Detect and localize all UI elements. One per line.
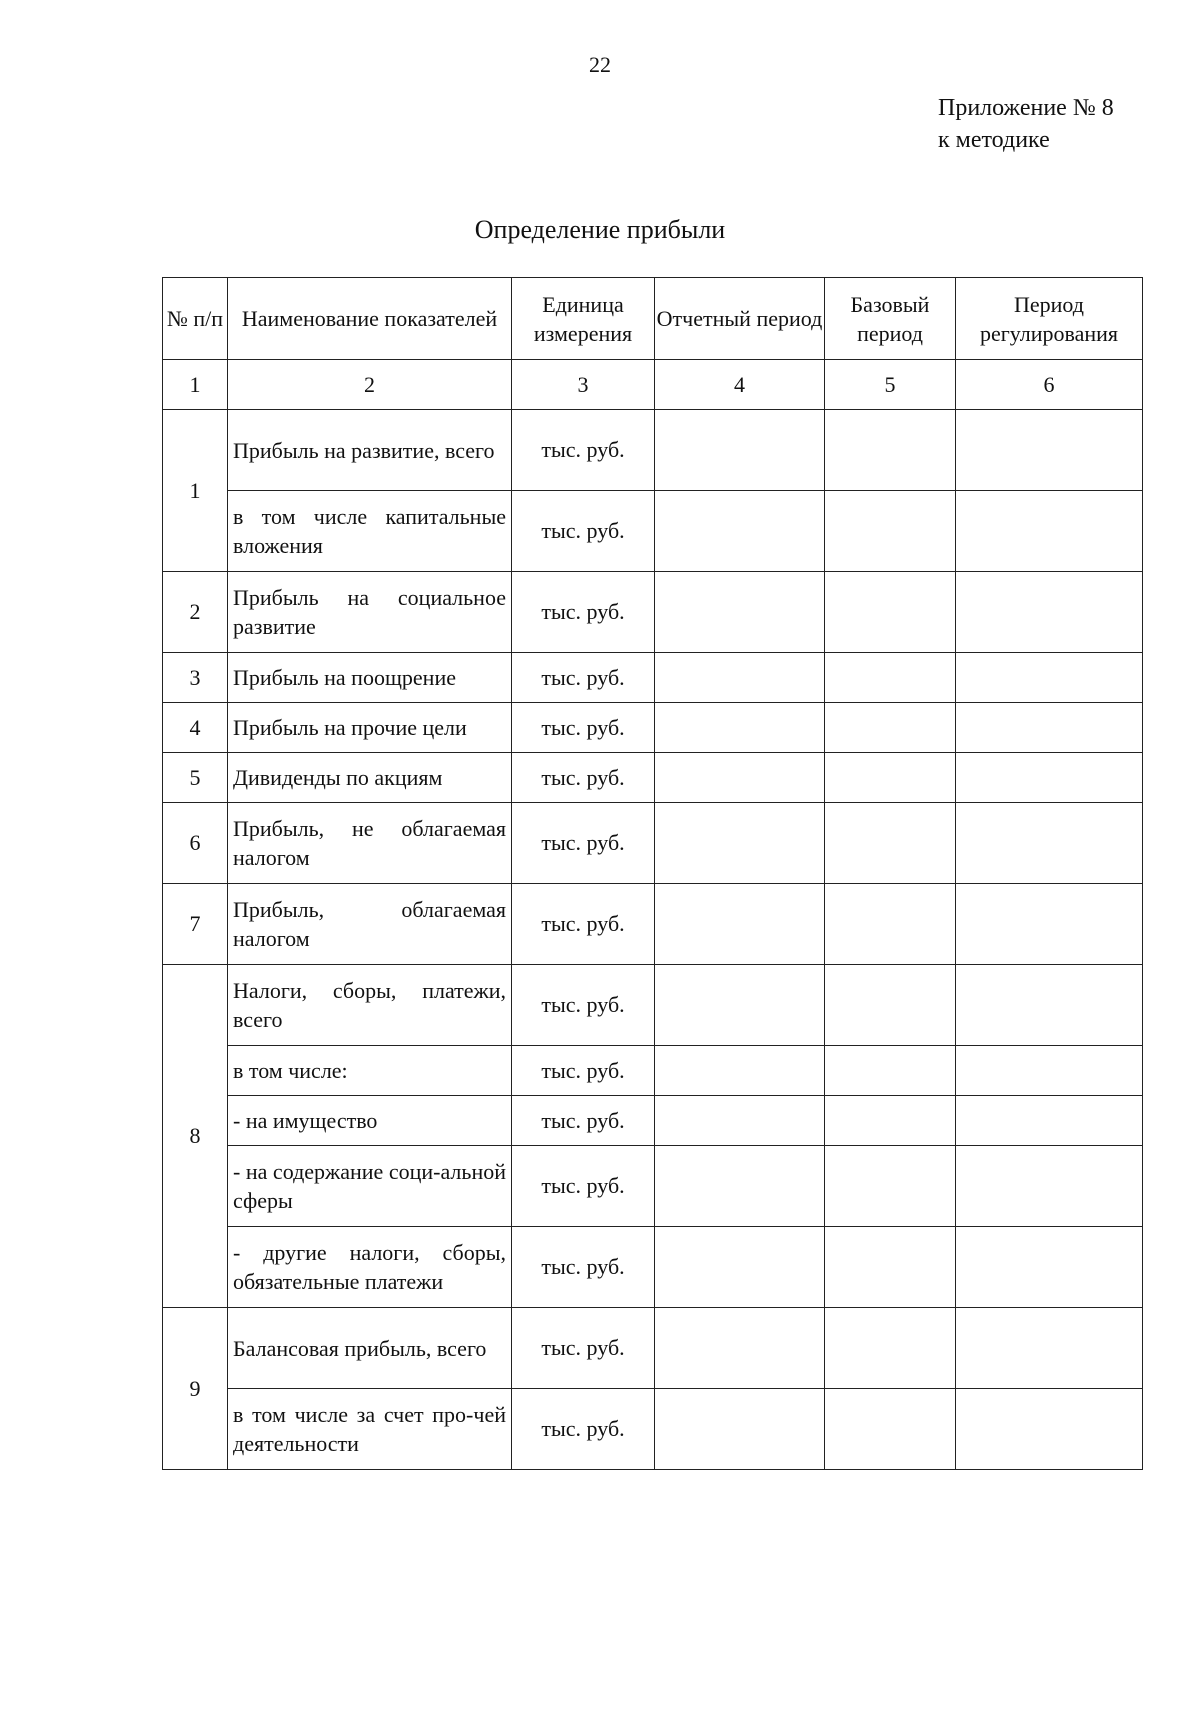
- regulation-period-cell: [956, 884, 1143, 965]
- column-number: 5: [825, 360, 956, 410]
- base-period-cell: [825, 491, 956, 572]
- regulation-period-cell: [956, 1096, 1143, 1146]
- base-period-cell: [825, 703, 956, 753]
- reporting-period-cell: [655, 1146, 825, 1227]
- indicator-name: Прибыль на прочие цели: [228, 703, 512, 753]
- column-number-row: [163, 360, 1143, 410]
- reporting-period-cell: [655, 572, 825, 653]
- table-row: [163, 965, 1143, 1046]
- appendix-line-2: к методике: [938, 127, 1050, 153]
- table-row: [163, 803, 1143, 884]
- regulation-period-cell: [956, 572, 1143, 653]
- regulation-period-cell: [956, 803, 1143, 884]
- indicator-name: Дивиденды по акциям: [228, 753, 512, 803]
- table-row: [163, 1146, 1143, 1227]
- column-number: 3: [512, 360, 655, 410]
- regulation-period-cell: [956, 965, 1143, 1046]
- row-number: 5: [163, 753, 228, 803]
- reporting-period-cell: [655, 803, 825, 884]
- unit-cell: тыс. руб.: [512, 703, 655, 753]
- reporting-period-cell: [655, 1046, 825, 1096]
- base-period-cell: [825, 572, 956, 653]
- table-row: [163, 491, 1143, 572]
- indicator-name: в том числе за счет про-чей деятельности: [228, 1389, 512, 1470]
- reporting-period-cell: [655, 653, 825, 703]
- row-number: 9: [163, 1308, 228, 1470]
- column-number: 2: [228, 360, 512, 410]
- column-number: 4: [655, 360, 825, 410]
- regulation-period-cell: [956, 1046, 1143, 1096]
- base-period-cell: [825, 803, 956, 884]
- base-period-cell: [825, 753, 956, 803]
- table-row: [163, 1227, 1143, 1308]
- row-number: 7: [163, 884, 228, 965]
- document-title: Определение прибыли: [474, 215, 726, 244]
- unit-cell: тыс. руб.: [512, 1227, 655, 1308]
- reporting-period-cell: [655, 1096, 825, 1146]
- unit-cell: тыс. руб.: [512, 572, 655, 653]
- base-period-cell: [825, 1096, 956, 1146]
- regulation-period-cell: [956, 753, 1143, 803]
- row-number: 1: [163, 410, 228, 572]
- header-indicator-name: Наименование показателей: [228, 278, 512, 360]
- unit-cell: тыс. руб.: [512, 803, 655, 884]
- indicator-name: Прибыль на развитие, всего: [228, 410, 512, 491]
- indicator-name: Прибыль, не облагаемая налогом: [228, 803, 512, 884]
- regulation-period-cell: [956, 410, 1143, 491]
- profit-table: [162, 277, 1143, 1470]
- appendix-note: [938, 92, 1114, 156]
- table-row: [163, 1308, 1143, 1389]
- base-period-cell: [825, 410, 956, 491]
- unit-cell: тыс. руб.: [512, 965, 655, 1046]
- unit-cell: тыс. руб.: [512, 1389, 655, 1470]
- regulation-period-cell: [956, 703, 1143, 753]
- row-number: 8: [163, 965, 228, 1308]
- reporting-period-cell: [655, 1389, 825, 1470]
- row-number: 4: [163, 703, 228, 753]
- base-period-cell: [825, 653, 956, 703]
- regulation-period-cell: [956, 653, 1143, 703]
- unit-cell: тыс. руб.: [512, 1308, 655, 1389]
- table-row: [163, 1096, 1143, 1146]
- regulation-period-cell: [956, 491, 1143, 572]
- unit-cell: тыс. руб.: [512, 1046, 655, 1096]
- header-regulation-period: Период регулирования: [956, 278, 1143, 360]
- table-row: [163, 753, 1143, 803]
- regulation-period-cell: [956, 1146, 1143, 1227]
- header-base-period: Базовый период: [825, 278, 956, 360]
- unit-cell: тыс. руб.: [512, 653, 655, 703]
- unit-cell: тыс. руб.: [512, 1146, 655, 1227]
- indicator-name: Прибыль на поощрение: [228, 653, 512, 703]
- reporting-period-cell: [655, 884, 825, 965]
- base-period-cell: [825, 1389, 956, 1470]
- unit-cell: тыс. руб.: [512, 491, 655, 572]
- base-period-cell: [825, 1146, 956, 1227]
- regulation-period-cell: [956, 1227, 1143, 1308]
- header-unit: Единица измерения: [512, 278, 655, 360]
- row-number: 2: [163, 572, 228, 653]
- reporting-period-cell: [655, 491, 825, 572]
- reporting-period-cell: [655, 1308, 825, 1389]
- header-reporting-period: Отчетный период: [655, 278, 825, 360]
- reporting-period-cell: [655, 753, 825, 803]
- reporting-period-cell: [655, 965, 825, 1046]
- indicator-name: Прибыль, облагаемая налогом: [228, 884, 512, 965]
- indicator-name: - другие налоги, сборы, обязательные платежи: [228, 1227, 512, 1308]
- table-row: [163, 1389, 1143, 1470]
- unit-cell: тыс. руб.: [512, 1096, 655, 1146]
- base-period-cell: [825, 1308, 956, 1389]
- row-number: 6: [163, 803, 228, 884]
- page-number: 22: [589, 52, 611, 77]
- column-number: 1: [163, 360, 228, 410]
- indicator-name: - на имущество: [228, 1096, 512, 1146]
- reporting-period-cell: [655, 703, 825, 753]
- base-period-cell: [825, 1046, 956, 1096]
- indicator-name: Налоги, сборы, платежи, всего: [228, 965, 512, 1046]
- table-header-row: [163, 278, 1143, 360]
- table-row: [163, 884, 1143, 965]
- unit-cell: тыс. руб.: [512, 410, 655, 491]
- table-row: [163, 572, 1143, 653]
- column-number: 6: [956, 360, 1143, 410]
- unit-cell: тыс. руб.: [512, 753, 655, 803]
- indicator-name: Балансовая прибыль, всего: [228, 1308, 512, 1389]
- indicator-name: в том числе капитальные вложения: [228, 491, 512, 572]
- appendix-line-1: Приложение № 8: [938, 95, 1114, 121]
- indicator-name: - на содержание соци-альной сферы: [228, 1146, 512, 1227]
- unit-cell: тыс. руб.: [512, 884, 655, 965]
- table-row: [163, 703, 1143, 753]
- table-row: [163, 1046, 1143, 1096]
- indicator-name: в том числе:: [228, 1046, 512, 1096]
- base-period-cell: [825, 1227, 956, 1308]
- reporting-period-cell: [655, 1227, 825, 1308]
- regulation-period-cell: [956, 1389, 1143, 1470]
- row-number: 3: [163, 653, 228, 703]
- header-number: № п/п: [163, 278, 228, 360]
- reporting-period-cell: [655, 410, 825, 491]
- base-period-cell: [825, 884, 956, 965]
- indicator-name: Прибыль на социальное развитие: [228, 572, 512, 653]
- base-period-cell: [825, 965, 956, 1046]
- table-row: [163, 410, 1143, 491]
- regulation-period-cell: [956, 1308, 1143, 1389]
- table-row: [163, 653, 1143, 703]
